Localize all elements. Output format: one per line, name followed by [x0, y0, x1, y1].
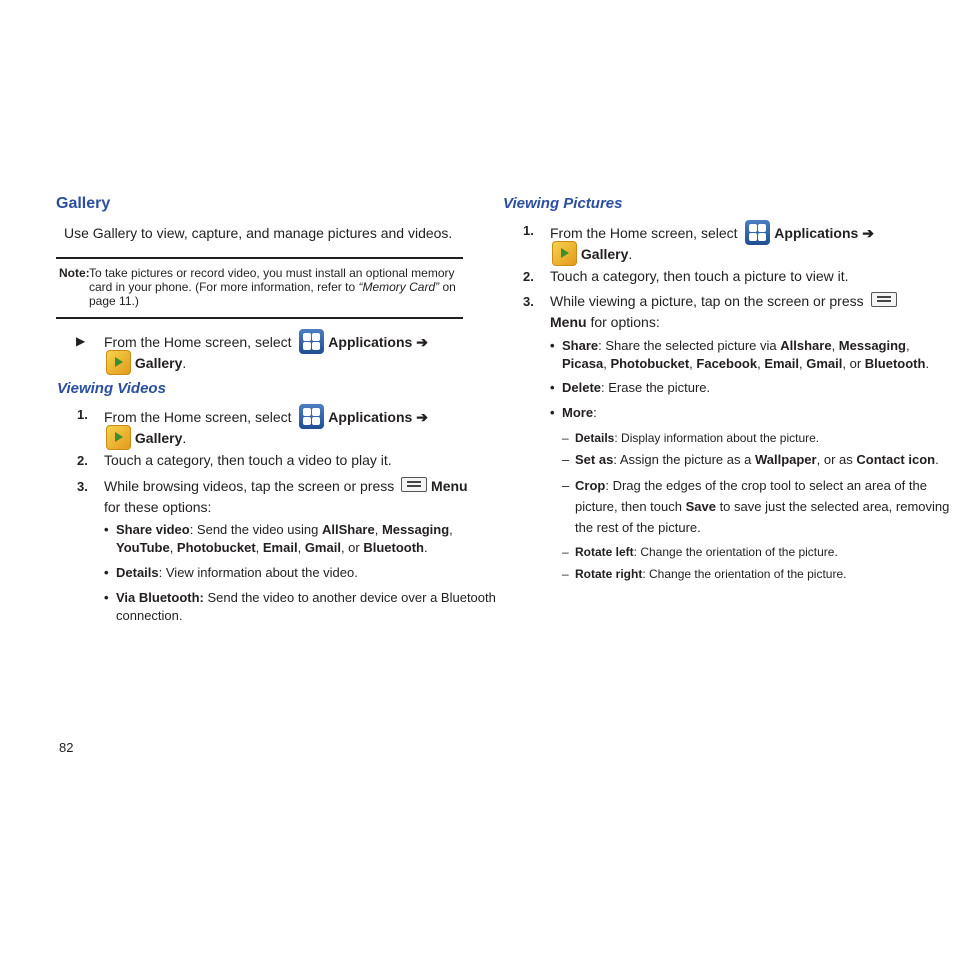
sub-set-as [562, 452, 939, 467]
comma: , [757, 356, 765, 371]
bullet-dot: • [550, 380, 555, 395]
allshare: AllShare [321, 522, 375, 537]
bullet-dot: • [104, 522, 109, 537]
applications-icon [745, 220, 770, 245]
applications-label: Applications ➔ [328, 334, 428, 350]
rotate-left-line [575, 545, 838, 559]
menu-label: Menu [550, 314, 587, 330]
bullet-details [104, 565, 358, 580]
photobucket: Photobucket [176, 540, 256, 555]
menu-label: Menu [431, 478, 468, 494]
comma: , [449, 522, 453, 537]
or: , or [842, 356, 865, 371]
bluetooth: Bluetooth [363, 540, 424, 555]
contact-icon-label: Contact icon [856, 452, 936, 467]
bluetooth: Bluetooth [864, 356, 926, 371]
step-number: 1. [77, 407, 88, 422]
note-reference: “Memory Card” [358, 280, 440, 294]
gallery-label: Gallery [134, 430, 183, 446]
step-text: From the Home screen, select [550, 225, 738, 241]
details-label: Details [116, 565, 159, 580]
note-line2-text: card in your phone. (For more information, refer to [89, 280, 359, 294]
messaging: Messaging [381, 522, 450, 537]
messaging: Messaging [838, 338, 906, 353]
note-line2-end: on [439, 280, 456, 294]
share-video-line2 [116, 540, 428, 555]
bullet-dot: • [550, 405, 555, 420]
comma: , [374, 522, 382, 537]
note-bottom-rule [56, 317, 463, 319]
comma: , [603, 356, 611, 371]
email: Email [262, 540, 298, 555]
details-text: : Display information about the picture. [614, 431, 820, 445]
menu-key-icon [871, 292, 897, 307]
step-number: 3. [77, 479, 88, 494]
step-text: From the Home screen, select [104, 334, 292, 350]
picture-step-3 [550, 291, 897, 312]
applications-label: Applications ➔ [774, 225, 874, 241]
delete-label: Delete [562, 380, 602, 395]
period: . [628, 246, 633, 262]
share-line2 [562, 356, 929, 371]
sub-rotate-left [562, 545, 838, 559]
dash: – [562, 452, 570, 467]
bullet-more [550, 405, 597, 420]
note-top-rule [56, 257, 463, 259]
note-line2 [89, 280, 456, 294]
share-text: : Share the selected picture via [598, 338, 781, 353]
gmail: Gmail [806, 356, 843, 371]
bullet-arrow: ▶ [76, 334, 86, 348]
crop-label: Crop [575, 478, 606, 493]
period: . [182, 355, 187, 371]
bullet-dot: • [104, 565, 109, 580]
gmail: Gmail [304, 540, 341, 555]
save-label: Save [685, 499, 716, 514]
sub-details-line [575, 431, 819, 445]
note-block [59, 266, 455, 280]
set-as-text: : Assign the picture as a [613, 452, 755, 467]
sub-rotate-right [562, 567, 847, 581]
step-number: 2. [77, 453, 88, 468]
step-gallery [106, 350, 186, 375]
step-text: While viewing a picture, tap on the screen or press [550, 293, 864, 309]
applications-icon [299, 404, 324, 429]
youtube: YouTube [116, 540, 170, 555]
applications-label: Applications ➔ [328, 409, 428, 425]
crop-line2 [575, 499, 949, 514]
bullet-delete [550, 380, 711, 395]
note-line3: page 11.) [89, 294, 139, 308]
dash: – [562, 431, 569, 445]
heading-viewing-videos: Viewing Videos [57, 380, 166, 397]
comma: , [799, 356, 807, 371]
set-as-line [575, 452, 939, 467]
step-number: 3. [523, 294, 534, 309]
via-bluetooth-line1 [116, 590, 496, 605]
video-step-2: Touch a category, then touch a video to play it. [104, 452, 392, 468]
page-number: 82 [59, 740, 74, 755]
bullet-dot: • [104, 590, 109, 605]
set-as-label: Set as [575, 452, 614, 467]
sub-details [562, 431, 820, 445]
delete-line [562, 380, 710, 395]
via-bluetooth-line2: connection. [116, 608, 183, 623]
picture-step-3-cont [550, 312, 660, 333]
picture-step-2: Touch a category, then touch a picture to view it. [550, 268, 849, 284]
crop-text: picture, then touch [575, 499, 686, 514]
dash: – [562, 545, 569, 559]
note-line1: To take pictures or record video, you must install an optional memory [89, 266, 455, 280]
bullet-share-video [104, 522, 453, 537]
picasa: Picasa [562, 356, 604, 371]
step-number: 1. [523, 223, 534, 238]
bullet-dot: • [550, 338, 555, 353]
details-text: : View information about the video. [158, 565, 358, 580]
period: . [925, 356, 930, 371]
rotate-right-text: : Change the orientation of the picture. [642, 567, 847, 581]
bullet-via-bluetooth [104, 590, 496, 605]
intro-text: Use Gallery to view, capture, and manage pictures and videos. [64, 225, 453, 241]
share-video-label: Share video [116, 522, 190, 537]
share-video-line1 [116, 522, 453, 537]
share-line1 [562, 338, 910, 353]
menu-key-icon [401, 477, 427, 492]
crop-text: to save just the selected area, removing [715, 499, 950, 514]
step-text: While browsing videos, tap the screen or press [104, 478, 395, 494]
comma: , [169, 540, 177, 555]
more-label: More [562, 405, 594, 420]
comma: , [255, 540, 263, 555]
wallpaper: Wallpaper [754, 452, 817, 467]
facebook: Facebook [696, 356, 758, 371]
crop-text: : Drag the edges of the crop tool to select an area of the [605, 478, 927, 493]
via-bluetooth-text: Send the video to another device over a Bluetooth [203, 590, 496, 605]
dash: – [562, 567, 569, 581]
gallery-label: Gallery [580, 246, 629, 262]
crop-line1 [575, 478, 927, 493]
email: Email [764, 356, 800, 371]
period: . [424, 540, 428, 555]
comma: , [689, 356, 697, 371]
video-step-3 [104, 476, 468, 497]
note-label: Note: [59, 266, 90, 280]
step-text: From the Home screen, select [104, 409, 292, 425]
rotate-right-line [575, 567, 846, 581]
period: . [935, 452, 939, 467]
video-step-1-gallery [106, 425, 186, 450]
or: , or [340, 540, 364, 555]
step-text: for options: [586, 314, 660, 330]
section-title-gallery: Gallery [56, 195, 111, 212]
sub-crop [562, 478, 927, 493]
picture-step-1-gallery [552, 241, 632, 266]
more-line [562, 405, 597, 420]
delete-text: : Erase the picture. [601, 380, 711, 395]
rotate-left-label: Rotate left [575, 545, 634, 559]
comma: , [905, 338, 910, 353]
rotate-right-label: Rotate right [575, 567, 643, 581]
via-bluetooth-label: Via Bluetooth: [116, 590, 204, 605]
heading-viewing-pictures: Viewing Pictures [503, 195, 623, 212]
details-line [116, 565, 358, 580]
or-as: , or as [816, 452, 857, 467]
video-step-3-cont: for these options: [104, 499, 212, 515]
gallery-icon [106, 425, 131, 450]
comma: , [297, 540, 305, 555]
rotate-left-text: : Change the orientation of the picture. [633, 545, 838, 559]
period: . [182, 430, 187, 446]
share-video-text: : Send the video using [189, 522, 322, 537]
share-label: Share [562, 338, 599, 353]
photobucket: Photobucket [610, 356, 690, 371]
gallery-label: Gallery [134, 355, 183, 371]
applications-icon [299, 329, 324, 354]
gallery-icon [552, 241, 577, 266]
crop-line3: the rest of the picture. [575, 520, 701, 535]
step-number: 2. [523, 269, 534, 284]
colon: : [593, 405, 597, 420]
details-label: Details [575, 431, 615, 445]
dash: – [562, 478, 570, 493]
gallery-icon [106, 350, 131, 375]
bullet-share [550, 338, 910, 353]
comma: , [831, 338, 839, 353]
allshare: Allshare [780, 338, 832, 353]
